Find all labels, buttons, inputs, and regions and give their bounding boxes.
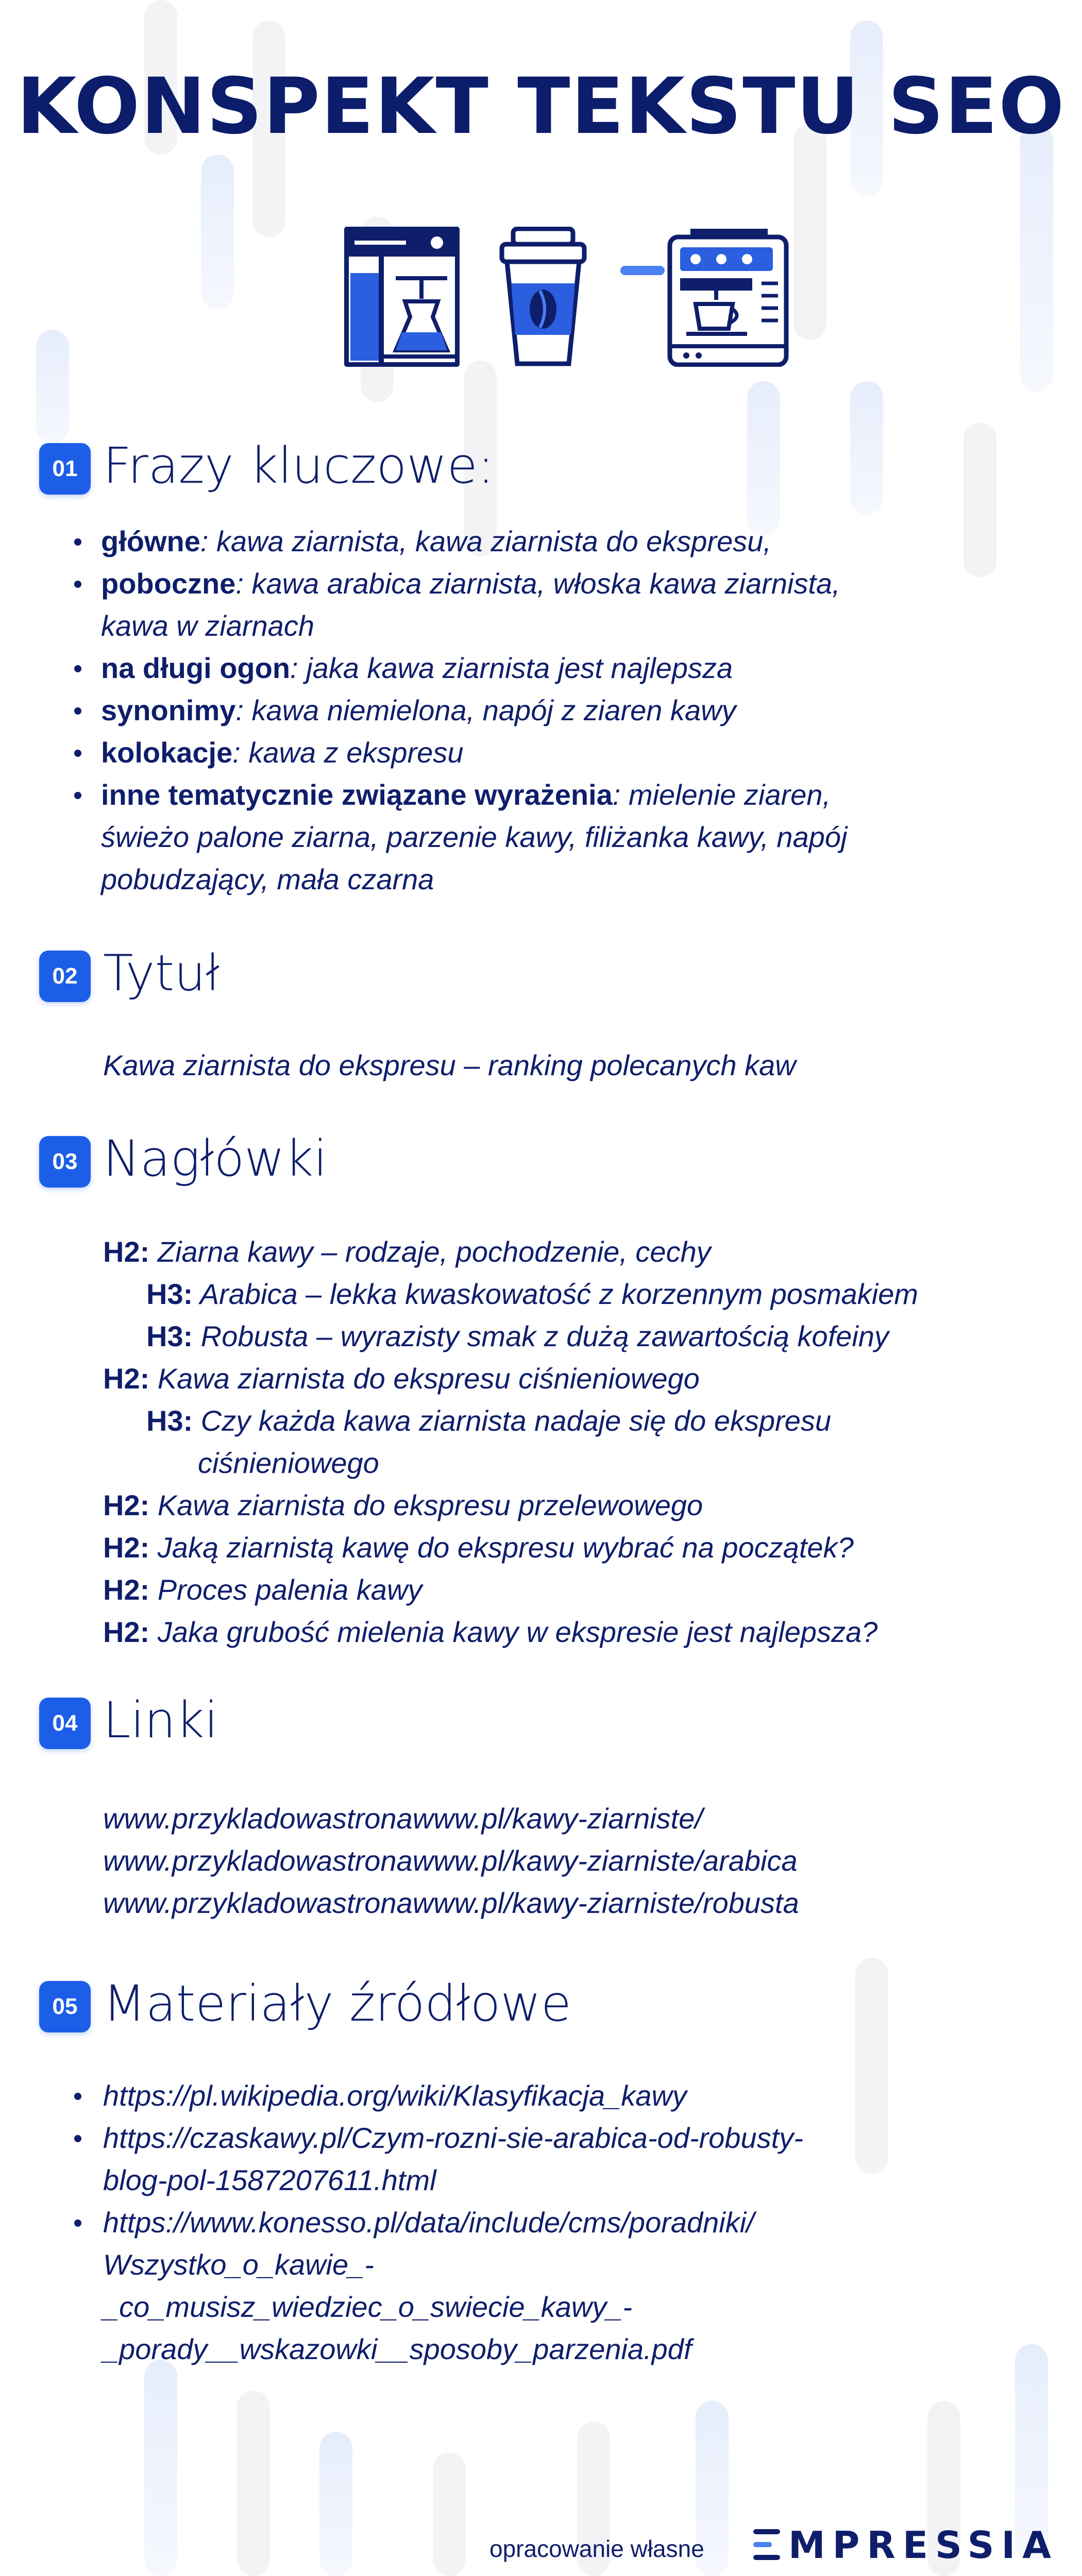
section-badge-04: 04 <box>39 1698 91 1749</box>
section-badge-02: 02 <box>39 951 91 1002</box>
keyword-list <box>72 520 1030 901</box>
section-heading-links: Linki <box>103 1691 218 1749</box>
credit-text: opracowanie własne <box>489 2535 704 2562</box>
brand-e-icon <box>753 2529 780 2560</box>
section-badge-01: 01 <box>39 443 91 495</box>
link[interactable]: www.przykladowastronawww.pl/kawy-ziarniste/robusta <box>103 1887 799 1919</box>
list-item: synonimy: kawa niemielona, napój z ziaren kawy <box>72 689 1030 732</box>
page-title: KONSPEKT TEKSTU SEO <box>16 62 1066 151</box>
brand-name: MPRESSIA <box>788 2523 1059 2567</box>
header-row: H3: Arabica – lekka kwaskowatość z korzennym posmakiem <box>146 1278 919 1310</box>
seo-title-text: Kawa ziarnista do ekspresu – ranking polecanych kaw <box>103 1049 796 1081</box>
header-row: H2: Kawa ziarnista do ekspresu przelewowego <box>103 1489 703 1521</box>
headers-list <box>103 1231 1061 1653</box>
espresso-machine-icon <box>618 227 793 367</box>
section-heading-title: Tytuł <box>103 944 220 1002</box>
section-badge-05: 05 <box>39 1981 91 2032</box>
header-row: H2: Kawa ziarnista do ekspresu ciśnieniowego <box>103 1362 700 1395</box>
header-row: H3: Robusta – wyrazisty smak z dużą zawartością kofeiny <box>146 1320 889 1352</box>
section-heading-sources: Materiały źródłowe <box>103 1975 571 2032</box>
coffee-maker-icon <box>344 227 460 367</box>
section-badge-03: 03 <box>39 1136 91 1188</box>
section-heading-keywords: Frazy kluczowe: <box>103 437 495 495</box>
header-row: H2: Proces palenia kawy <box>103 1573 422 1606</box>
list-item: główne: kawa ziarnista, kawa ziarnista do ekspresu, <box>72 520 1030 563</box>
list-item: na długi ogon: jaka kawa ziarnista jest najlepsza <box>72 647 1030 689</box>
link[interactable]: www.przykladowastronawww.pl/kawy-ziarniste/arabica <box>103 1844 798 1877</box>
section-heading-headers: Nagłówki <box>103 1130 328 1188</box>
brand-logo <box>753 2523 1058 2567</box>
links-list <box>103 1798 799 1924</box>
list-item: poboczne: kawa arabica ziarnista, włoska kawa ziarnista, kawa w ziarnach <box>72 563 1030 647</box>
source-item[interactable]: https://czaskawy.pl/Czym-rozni-sie-arabica-od-robusty- blog-pol-1587207611.html <box>72 2117 1030 2201</box>
link[interactable]: www.przykladowastronawww.pl/kawy-ziarniste/ <box>103 1802 703 1835</box>
list-item: kolokacje: kawa z ekspresu <box>72 732 1030 774</box>
header-row: H2: Ziarna kawy – rodzaje, pochodzenie, cechy <box>103 1235 711 1268</box>
header-row-continuation: ciśnieniowego <box>198 1447 379 1479</box>
list-item: inne tematycznie związane wyrażenia: mielenie ziaren, świeżo palone ziarna, parzenie kawy, filiżanka kawy, napój pobudzający, mała czarna <box>72 774 1030 901</box>
source-item[interactable]: https://www.konesso.pl/data/include/cms/poradniki/ Wszystko_o_kawie_- _co_musisz_wiedziec_o_swiecie_kawy_- _porady__wskazowki__sposoby_parzenia.pdf <box>72 2201 1030 2370</box>
coffee-cup-icon <box>498 227 588 367</box>
sources-list <box>72 2075 1030 2370</box>
source-item[interactable]: https://pl.wikipedia.org/wiki/Klasyfikacja_kawy <box>72 2075 1030 2117</box>
header-row: H2: Jaką ziarnistą kawę do ekspresu wybrać na początek? <box>103 1531 854 1564</box>
icon-row <box>0 227 1082 371</box>
header-row: H3: Czy każda kawa ziarnista nadaje się do ekspresu <box>146 1404 832 1437</box>
header-row: H2: Jaka grubość mielenia kawy w ekspresie jest najlepsza? <box>103 1616 878 1648</box>
